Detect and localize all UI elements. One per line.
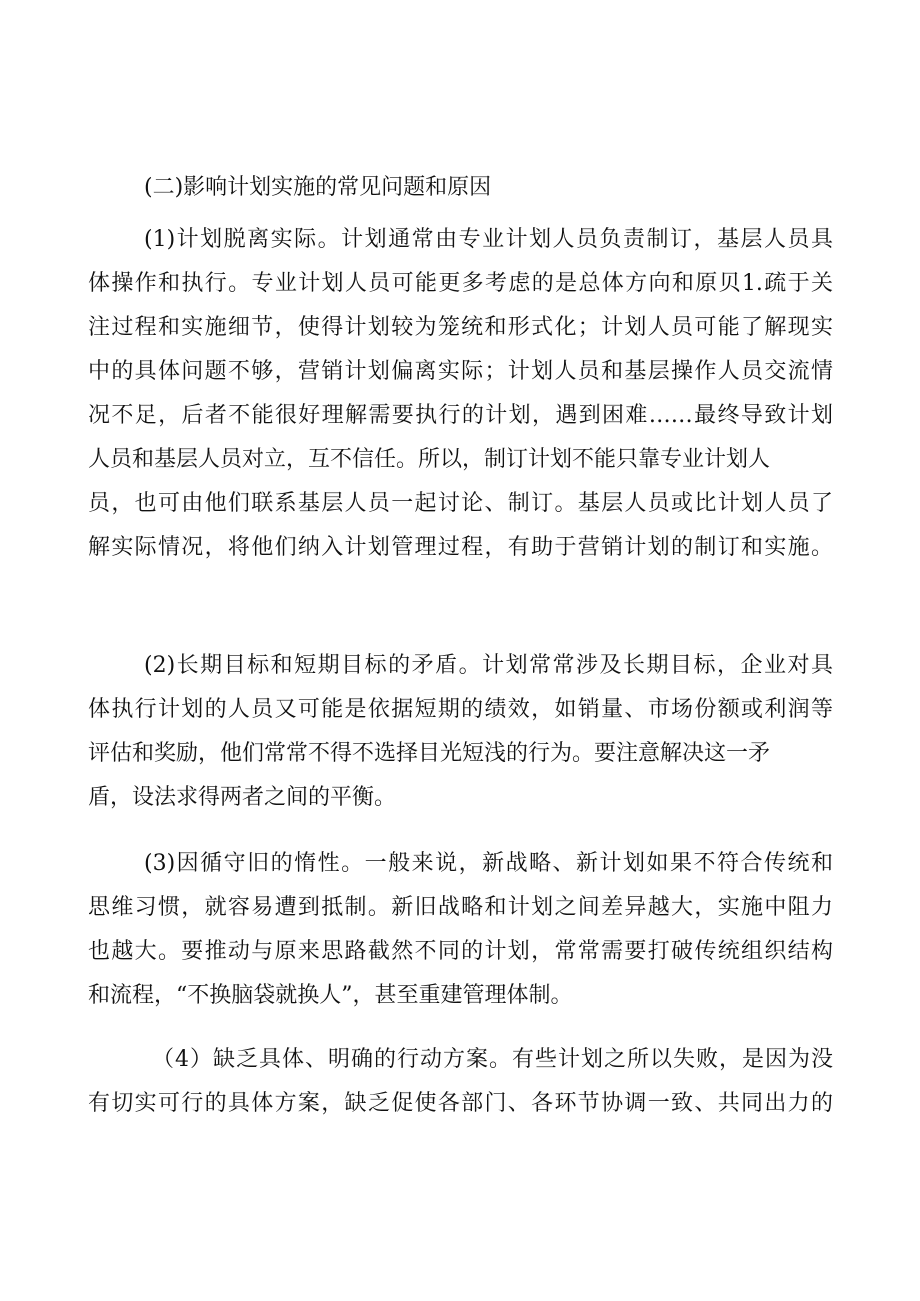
paragraph-line: 评估和奖励，他们常常不得不选择目光短浅的行为。要注意解决这一矛 [88,741,771,766]
section-heading-block [88,166,833,210]
paragraph-line: 中的具体问题不够，营销计划偏离实际；计划人员和基层操作人员交流情 [88,359,833,384]
paragraph-1 [88,218,833,570]
paragraph-line: 有切实可行的具体方案，缺乏促使各部门、各环节协调一致、共同出力的 [88,1091,833,1116]
paragraph-line: 体执行计划的人员又可能是依据短期的绩效，如销量、市场份额或利润等 [88,697,833,722]
paragraph-line: 盾，设法求得两者之间的平衡。 [88,785,397,810]
paragraph-line: 员，也可由他们联系基层人员一起讨论、制订。基层人员或比计划人员了 [88,491,833,516]
paragraph-line: (1)计划脱离实际。计划通常由专业计划人员负责制订，基层人员具 [144,227,833,252]
paragraph-line: （4）缺乏具体、明确的行动方案。有些计划之所以失败，是因为没 [152,1047,833,1072]
paragraph-4 [88,1038,833,1126]
paragraph-line: 人员和基层人员对立，互不信任。所以，制订计划不能只靠专业计划人 [88,447,771,472]
paragraph-line: 注过程和实施细节，使得计划较为笼统和形式化；计划人员可能了解现实 [88,315,833,340]
paragraph-line: (3)因循守旧的惰性。一般来说，新战略、新计划如果不符合传统和 [144,851,833,876]
paragraph-line: 和流程，“不换脑袋就换人”，甚至重建管理体制。 [88,983,573,1008]
paragraph-line: 解实际情况，将他们纳入计划管理过程，有助于营销计划的制订和实施。 [88,535,833,560]
paragraph-2 [88,644,833,820]
paragraph-line: 也越大。要推动与原来思路截然不同的计划，常常需要打破传统组织结构 [88,939,833,964]
paragraph-line: 况不足，后者不能很好理解需要执行的计划，遇到困难……最终导致计划 [88,403,833,428]
paragraph-line: (2)长期目标和短期目标的矛盾。计划常常涉及长期目标，企业对具 [144,653,833,678]
section-heading: (二)影响计划实施的常见问题和原因 [144,175,492,200]
paragraph-3 [88,842,833,1018]
paragraph-line: 思维习惯，就容易遭到抵制。新旧战略和计划之间差异越大，实施中阻力 [88,895,833,920]
paragraph-line: 体操作和执行。专业计划人员可能更多考虑的是总体方向和原贝1.疏于关 [88,271,833,296]
